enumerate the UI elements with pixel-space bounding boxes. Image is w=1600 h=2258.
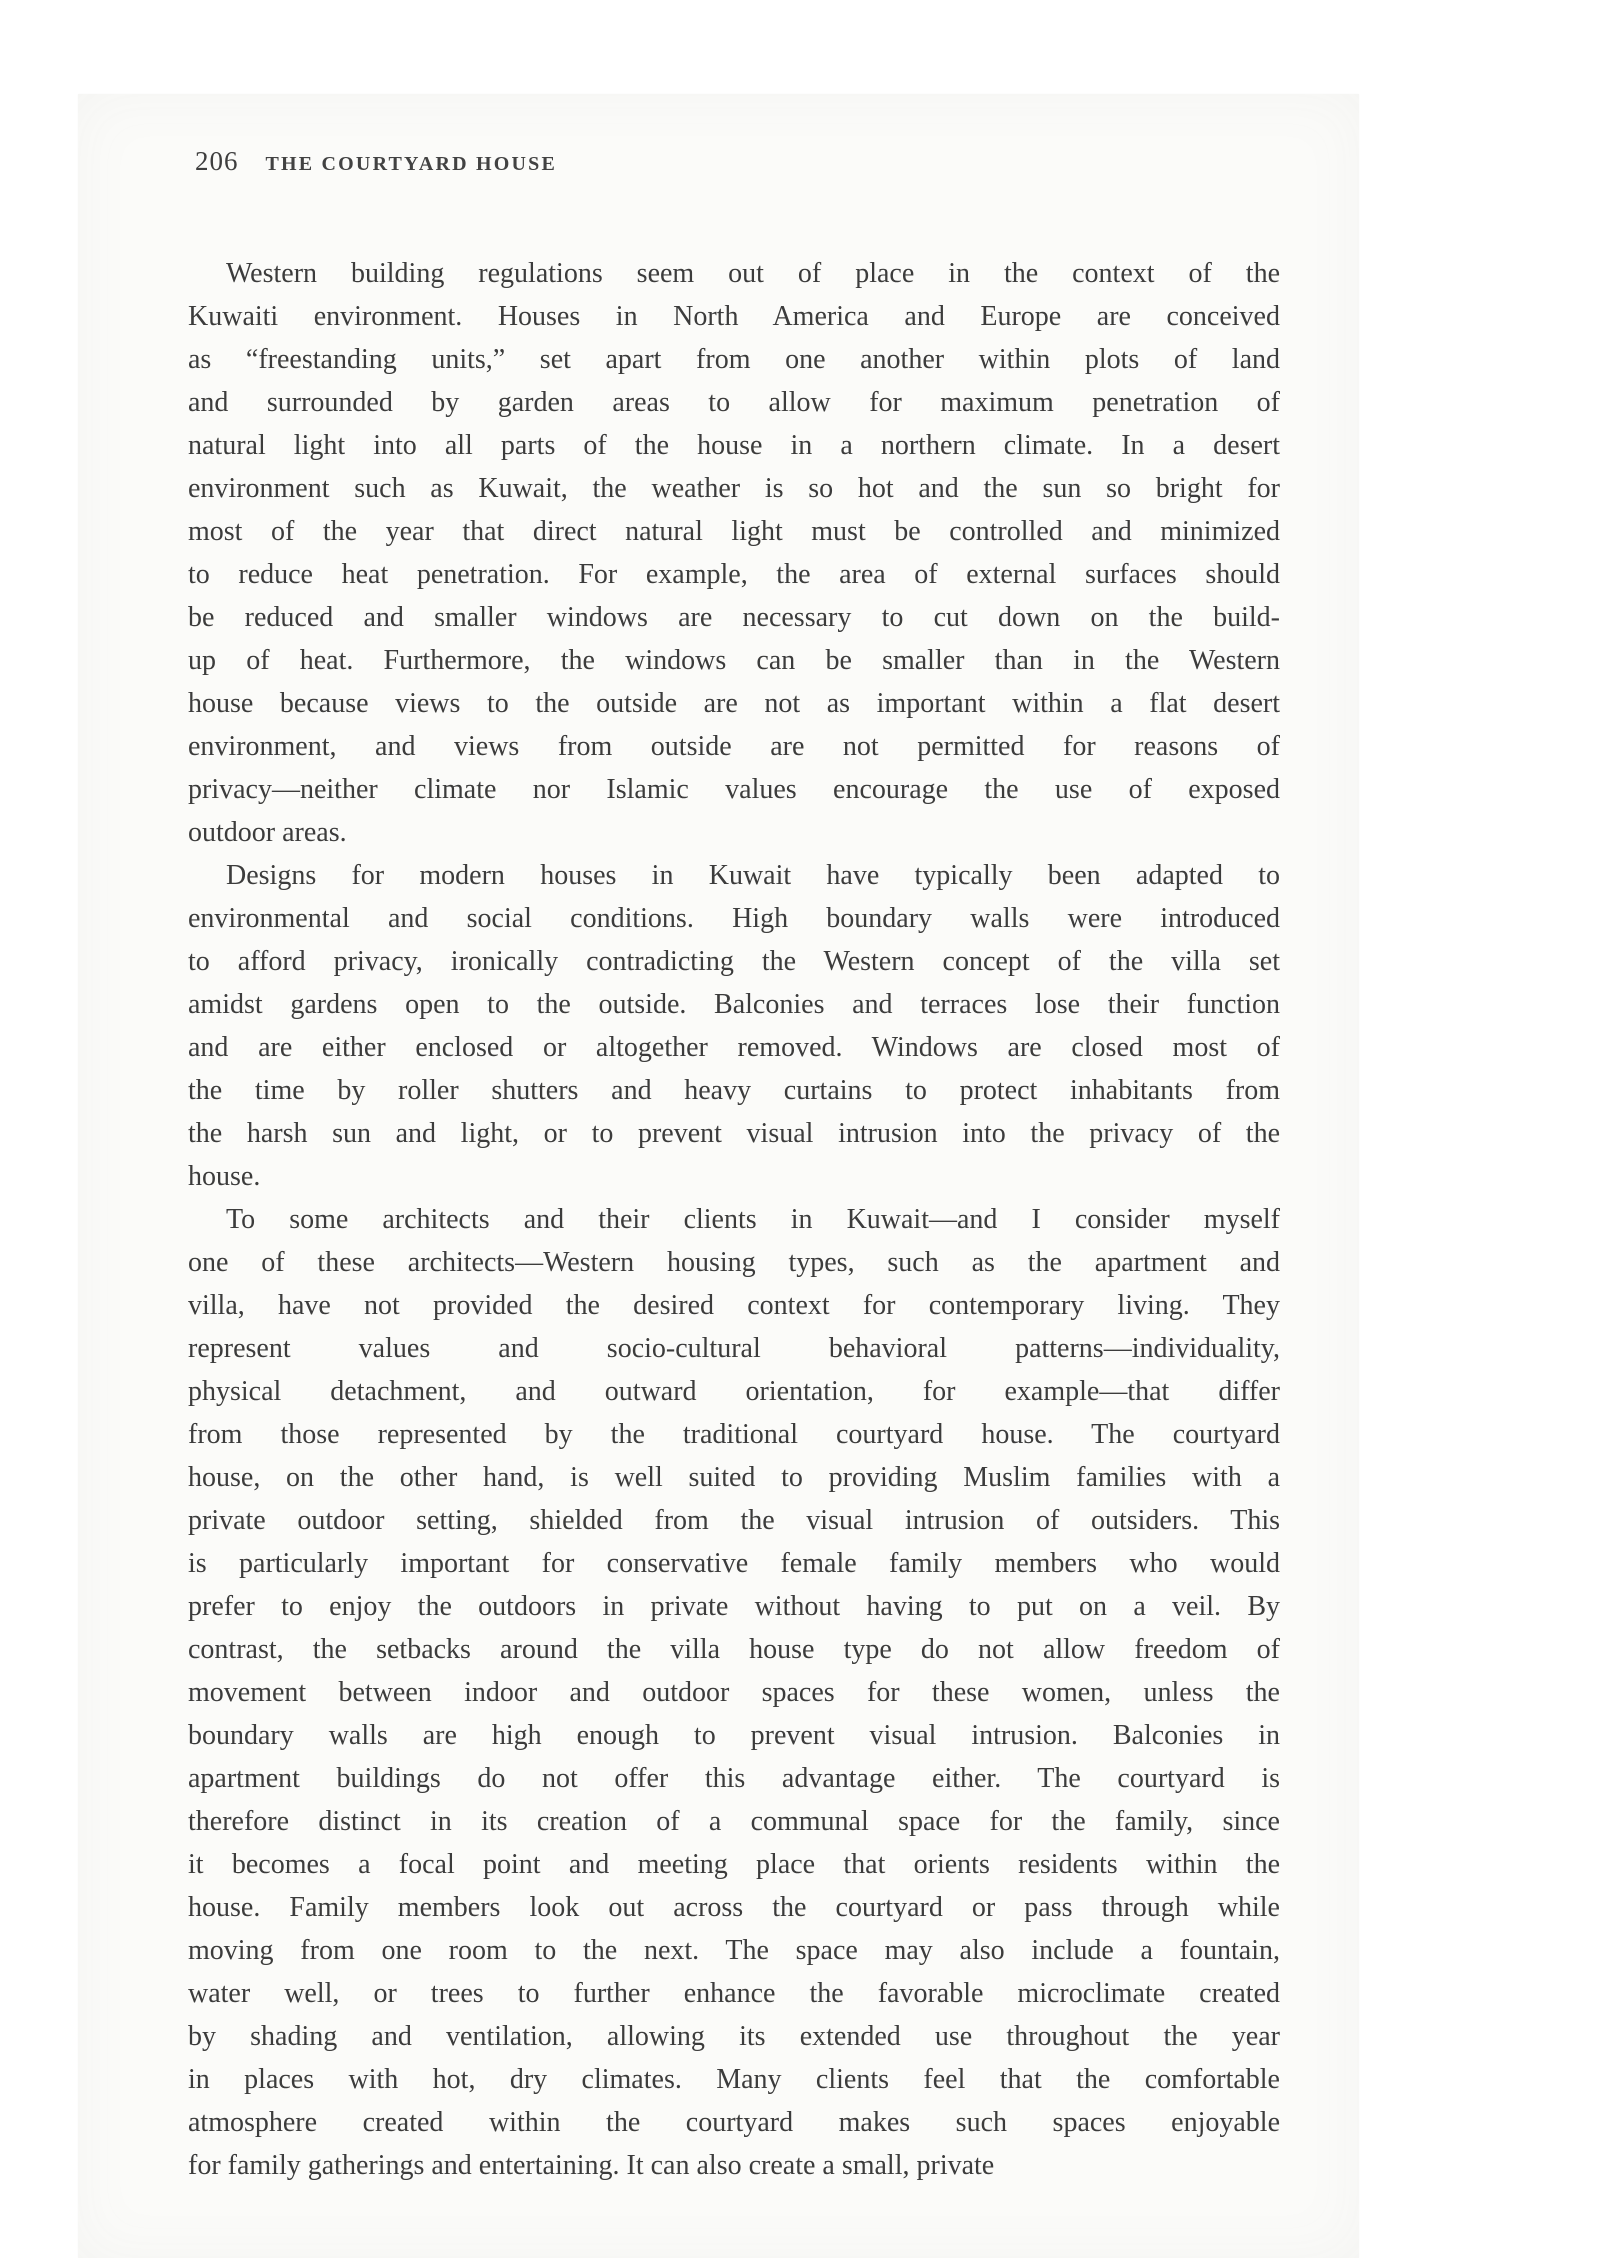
text-line: it becomes a focal point and meeting place that orients residents within the <box>188 1849 1280 1880</box>
running-title: THE COURTYARD HOUSE <box>265 153 558 175</box>
text-line: physical detachment, and outward orientation, for example—that differ <box>188 1376 1280 1407</box>
text-line: one of these architects—Western housing types, such as the apartment and <box>188 1247 1280 1278</box>
book-page <box>78 94 1359 2258</box>
text-line: from those represented by the traditional courtyard house. The courtyard <box>188 1419 1280 1450</box>
text-line: prefer to enjoy the outdoors in private without having to put on a veil. By <box>188 1591 1280 1622</box>
body-text <box>188 252 1280 2187</box>
text-line: private outdoor setting, shielded from the visual intrusion of outsiders. This <box>188 1505 1280 1536</box>
text-line: house because views to the outside are not as important within a flat desert <box>188 688 1280 719</box>
text-line: To some architects and their clients in Kuwait—and I consider myself <box>226 1204 1280 1235</box>
text-line: the time by roller shutters and heavy curtains to protect inhabitants from <box>188 1075 1280 1106</box>
text-line: movement between indoor and outdoor spaces for these women, unless the <box>188 1677 1280 1708</box>
text-line: moving from one room to the next. The space may also include a fountain, <box>188 1935 1280 1966</box>
text-line: therefore distinct in its creation of a communal space for the family, since <box>188 1806 1280 1837</box>
text-line: is particularly important for conservative female family members who would <box>188 1548 1280 1579</box>
text-line: be reduced and smaller windows are necessary to cut down on the build- <box>188 602 1280 633</box>
text-line: house, on the other hand, is well suited to providing Muslim families with a <box>188 1462 1280 1493</box>
text-line: and are either enclosed or altogether removed. Windows are closed most of <box>188 1032 1280 1063</box>
page-number: 206 <box>195 146 239 176</box>
text-line: environment, and views from outside are not permitted for reasons of <box>188 731 1280 762</box>
text-line: environmental and social conditions. High boundary walls were introduced <box>188 903 1280 934</box>
text-line: for family gatherings and entertaining. It can also create a small, private <box>188 2150 995 2181</box>
page-header <box>195 146 557 177</box>
text-line: amidst gardens open to the outside. Balconies and terraces lose their function <box>188 989 1280 1020</box>
text-line: natural light into all parts of the house in a northern climate. In a desert <box>188 430 1280 461</box>
paragraph <box>188 252 1280 854</box>
text-line: and surrounded by garden areas to allow for maximum penetration of <box>188 387 1280 418</box>
text-line: Western building regulations seem out of place in the context of the <box>226 258 1280 289</box>
text-line: environment such as Kuwait, the weather is so hot and the sun so bright for <box>188 473 1280 504</box>
text-line: apartment buildings do not offer this advantage either. The courtyard is <box>188 1763 1280 1794</box>
text-line: house. Family members look out across the courtyard or pass through while <box>188 1892 1280 1923</box>
text-line: outdoor areas. <box>188 817 347 848</box>
text-line: by shading and ventilation, allowing its extended use throughout the year <box>188 2021 1280 2052</box>
text-line: to afford privacy, ironically contradicting the Western concept of the villa set <box>188 946 1280 977</box>
text-line: up of heat. Furthermore, the windows can be smaller than in the Western <box>188 645 1280 676</box>
text-line: contrast, the setbacks around the villa house type do not allow freedom of <box>188 1634 1280 1665</box>
text-line: Designs for modern houses in Kuwait have typically been adapted to <box>226 860 1280 891</box>
text-line: water well, or trees to further enhance the favorable microclimate created <box>188 1978 1280 2009</box>
text-line: to reduce heat penetration. For example, the area of external surfaces should <box>188 559 1280 590</box>
text-line: boundary walls are high enough to prevent visual intrusion. Balconies in <box>188 1720 1280 1751</box>
text-line: atmosphere created within the courtyard makes such spaces enjoyable <box>188 2107 1280 2138</box>
paragraph <box>188 1198 1280 2187</box>
text-line: represent values and socio-cultural behavioral patterns—individuality, <box>188 1333 1280 1364</box>
text-line: the harsh sun and light, or to prevent visual intrusion into the privacy of the <box>188 1118 1280 1149</box>
text-line: most of the year that direct natural light must be controlled and minimized <box>188 516 1280 547</box>
text-line: in places with hot, dry climates. Many clients feel that the comfortable <box>188 2064 1280 2095</box>
text-line: villa, have not provided the desired context for contemporary living. They <box>188 1290 1280 1321</box>
text-line: as “freestanding units,” set apart from one another within plots of land <box>188 344 1280 375</box>
text-line: house. <box>188 1161 261 1192</box>
text-line: privacy—neither climate nor Islamic values encourage the use of exposed <box>188 774 1280 805</box>
text-line: Kuwaiti environment. Houses in North America and Europe are conceived <box>188 301 1280 332</box>
paragraph <box>188 854 1280 1198</box>
